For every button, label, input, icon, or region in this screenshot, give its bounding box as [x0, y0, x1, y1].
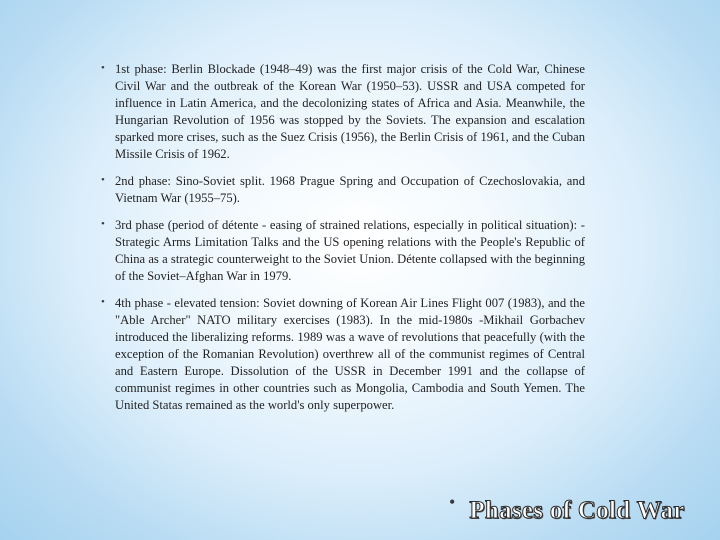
bullet-item-phase-1: [101, 61, 585, 163]
bullet-icon: •: [101, 296, 105, 308]
bullet-item-phase-3: [101, 217, 585, 285]
bullet-item-phase-4: [101, 295, 585, 414]
bullet-text: 4th phase - elevated tension: Soviet downing of Korean Air Lines Flight 007 (1983), and the "Able Archer" NATO military exercises (1983). In the mid-1980s -Mikhail Gorbachev introduced the liberalizing reforms. 1989 was a wave of revolutions that peacefully (with the exception of the Romanian Revolution) overthrew all of the communist regimes of Central and Eastern Europe. Dissolution of the USSR in December 1991 and the collapse of communist regimes in other countries such as Mongolia, Cambodia and South Yemen. The United Statas remained as the world's only superpower.: [115, 296, 585, 412]
bullet-item-phase-2: [101, 173, 585, 207]
slide-title: Phases of Cold War: [469, 497, 685, 524]
bullet-list: [101, 61, 585, 424]
bullet-icon: •: [101, 174, 105, 186]
bullet-text: 1st phase: Berlin Blockade (1948–49) was the first major crisis of the Cold War, Chinese Civil War and the outbreak of the Korean War (1950–53). USSR and USA competed for influence in Latin America, and the decolonizing states of Africa and Asia. Meanwhile, the Hungarian Revolution of 1956 was stopped by the Soviets. The expansion and escalation sparked more crises, such as the Suez Crisis (1956), the Berlin Crisis of 1961, and the Cuban Missile Crisis of 1962.: [115, 62, 585, 161]
bullet-icon: •: [101, 218, 105, 230]
title-bullet-icon: •: [449, 492, 456, 512]
slide-title-row: [449, 490, 685, 530]
bullet-text: 3rd phase (period of détente - easing of strained relations, especially in political situation): - Strategic Arms Limitation Talks and the US opening relations with the People's Republic of China as a strategic counterweight to the Soviet Union. Détente collapsed with the beginning of the Soviet–Afghan War in 1979.: [115, 218, 585, 283]
bullet-text: 2nd phase: Sino-Soviet split. 1968 Prague Spring and Occupation of Czechoslovakia, and Vietnam War (1955–75).: [115, 174, 585, 205]
bullet-icon: •: [101, 62, 105, 74]
